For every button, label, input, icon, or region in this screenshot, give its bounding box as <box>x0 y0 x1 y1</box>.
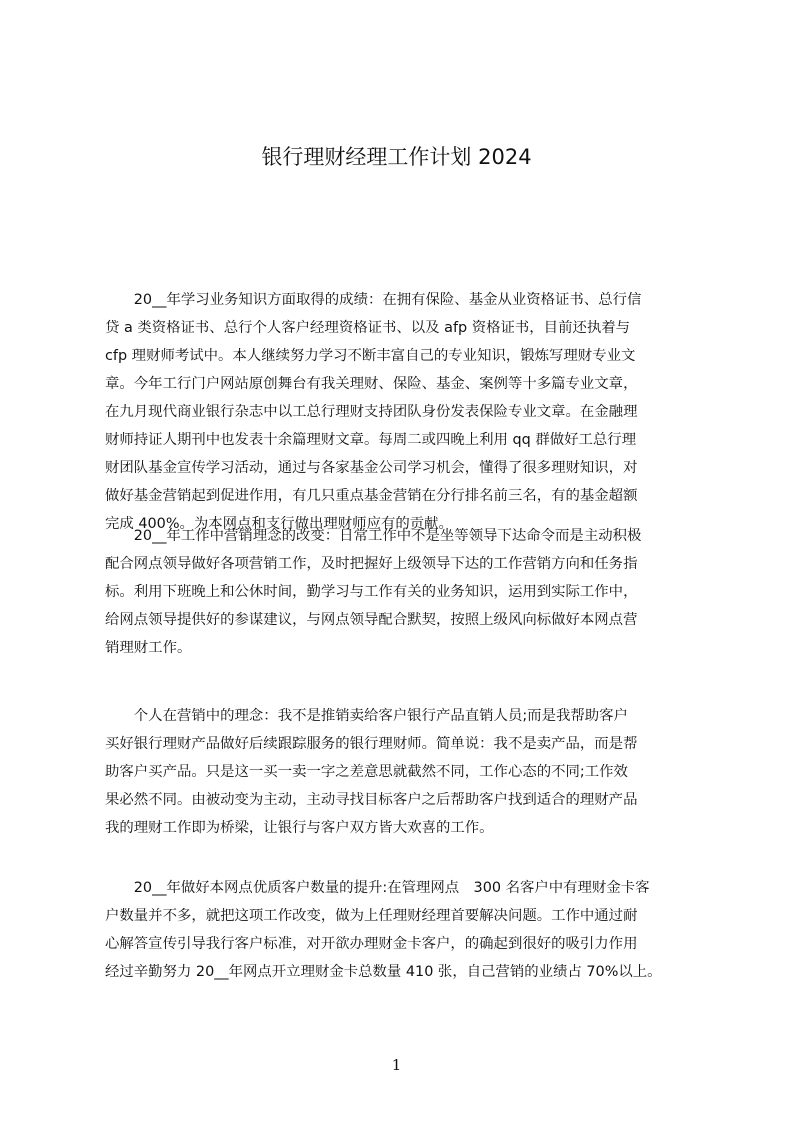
paragraph-line: 章。今年工行门户网站原创舞台有我关理财、保险、基金、案例等十多篇专业文章， <box>105 376 638 392</box>
paragraph-line: 财师持证人期刊中也发表十余篇理财文章。每周二或四晚上利用 qq 群做好工总行理 <box>105 432 637 448</box>
document-title: 银行理财经理工作计划 2024 <box>261 145 532 169</box>
paragraph-line: 20__年做好本网点优质客户数量的提升:在管理网点 300 名客户中有理财金卡客 <box>105 880 650 896</box>
paragraph-line: 个人在营销中的理念：我不是推销卖给客户银行产品直销人员;而是我帮助客户 <box>105 708 628 724</box>
paragraph-line: 助客户买产品。只是这一买一卖一字之差意思就截然不同，工作心态的不同;工作效 <box>105 764 628 780</box>
paragraph-line: 户数量并不多，就把这项工作改变，做为上任理财经理首要解决问题。工作中通过耐 <box>105 908 638 924</box>
paragraph-line: 20__年工作中营销理念的改变：日常工作中不是坐等领导下达命令而是主动积极 <box>105 528 642 544</box>
paragraph-line: 心解答宣传引导我行客户标准，对开欲办理财金卡客户，的确起到很好的吸引力作用 <box>105 936 638 952</box>
paragraph-line: 做好基金营销起到促进作用，有几只重点基金营销在分行排名前三名，有的基金超额 <box>105 488 638 504</box>
paragraph-study-achievements <box>105 286 705 538</box>
paragraph-line: 买好银行理财产品做好后续跟踪服务的银行理财师。简单说：我不是卖产品，而是帮 <box>105 736 638 752</box>
paragraph-marketing-philosophy-change <box>105 522 705 662</box>
paragraph-line: 20__年学习业务知识方面取得的成绩：在拥有保险、基金从业资格证书、总行信 <box>105 292 642 308</box>
paragraph-line: cfp 理财师考试中。本人继续努力学习不断丰富自己的专业知识，锻炼写理财专业文 <box>105 348 636 364</box>
paragraph-line: 标。利用下班晚上和公休时间，勤学习与工作有关的业务知识，运用到实际工作中， <box>105 584 638 600</box>
paragraph-line: 完成 400%。为本网点和支行做出理财师应有的贡献。 <box>105 516 453 532</box>
paragraph-line: 我的理财工作即为桥梁，让银行与客户双方皆大欢喜的工作。 <box>105 820 494 836</box>
paragraph-premium-customer-growth <box>105 874 705 986</box>
paragraph-line: 配合网点领导做好各项营销工作，及时把握好上级领导下达的工作营销方向和任务指 <box>105 556 638 572</box>
paragraph-line: 经过辛勤努力 20__年网点开立理财金卡总数量 410 张，自己营销的业绩占 70%以上。 <box>105 964 662 980</box>
page-number: 1 <box>391 1056 402 1074</box>
paragraph-line: 给网点领导提供好的参谋建议，与网点领导配合默契，按照上级风向标做好本网点营 <box>105 612 638 628</box>
paragraph-line: 在九月现代商业银行杂志中以工总行理财支持团队身份发表保险专业文章。在金融理 <box>105 404 638 420</box>
paragraph-line: 财团队基金宣传学习活动，通过与各家基金公司学习机会，懂得了很多理财知识，对 <box>105 460 638 476</box>
paragraph-line: 贷 a 类资格证书、总行个人客户经理资格证书、以及 afp 资格证书，目前还执着与 <box>105 320 631 336</box>
paragraph-line: 果必然不同。由被动变为主动，主动寻找目标客户之后帮助客户找到适合的理财产品 <box>105 792 638 808</box>
paragraph-personal-marketing-philosophy <box>105 702 705 842</box>
paragraph-line: 销理财工作。 <box>105 640 192 656</box>
